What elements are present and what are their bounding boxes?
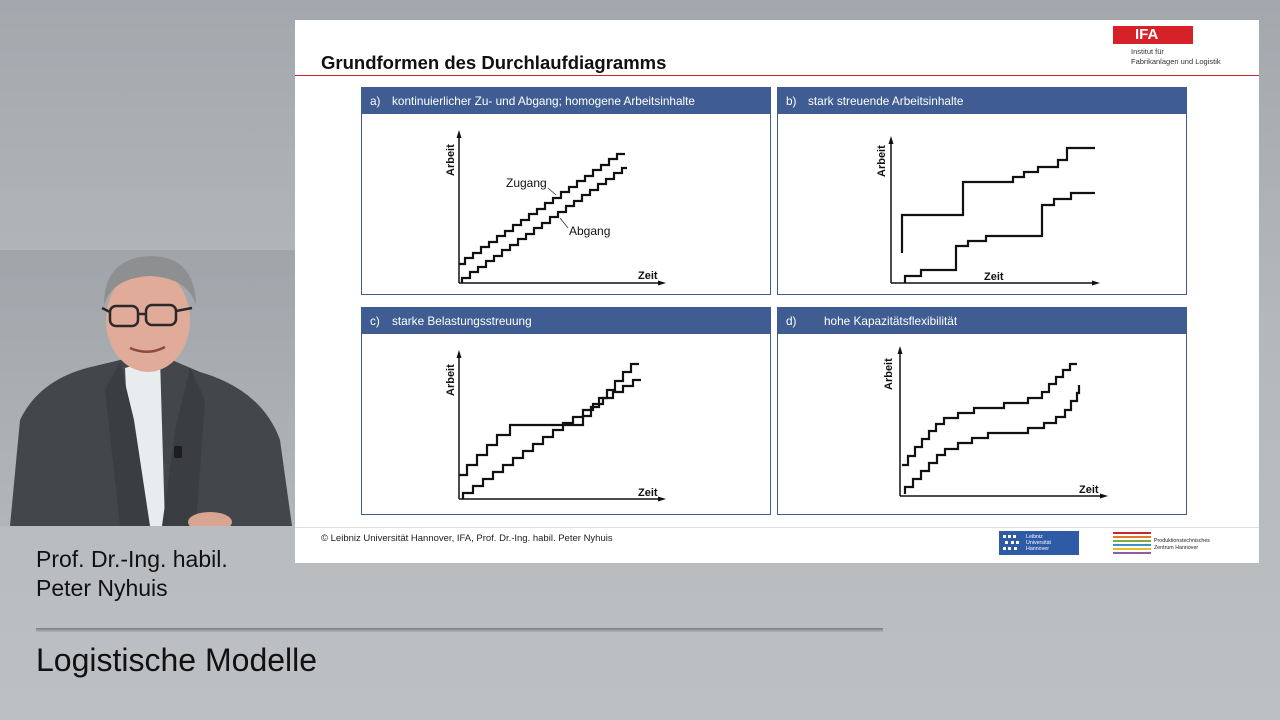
panel-d-letter: d) — [786, 314, 797, 328]
y-axis-arrow — [898, 346, 903, 354]
abgang-curve — [463, 380, 641, 499]
panel-a-heading: kontinuierlicher Zu- und Abgang; homogene Arbeitsinhalte — [392, 94, 695, 108]
panel-d-diagram — [778, 334, 1188, 516]
x-axis-arrow — [658, 281, 666, 286]
panel-d-ylabel: Arbeit — [883, 358, 895, 390]
pzh-line2: Zentrum Hannover — [1154, 544, 1199, 551]
luh-line1: Leibniz — [1026, 534, 1043, 540]
panel-b-letter: b) — [786, 94, 797, 108]
panel-b-xlabel: Zeit — [984, 271, 1004, 283]
speaker-name-line2: Peter Nyhuis — [36, 575, 168, 601]
panel-c-heading: starke Belastungsstreuung — [392, 314, 532, 328]
panel-d — [777, 307, 1187, 515]
panel-b — [777, 87, 1187, 295]
ifa-logo-mark: IFA — [1113, 26, 1193, 44]
panel-b-header — [778, 88, 1186, 114]
panel-a-letter: a) — [370, 94, 381, 108]
ifa-logo — [1113, 26, 1243, 80]
panel-c-header — [362, 308, 770, 334]
pzh-logo — [1113, 531, 1223, 557]
course-title: Logistische Modelle — [36, 642, 318, 678]
panel-b-ylabel: Arbeit — [876, 145, 888, 177]
x-axis-arrow — [658, 497, 666, 502]
presenter-figure — [0, 250, 295, 526]
ifa-logo-subtitle — [1131, 47, 1221, 66]
panel-c-diagram — [362, 334, 772, 516]
panel-a — [361, 87, 771, 295]
speaker-name — [36, 545, 228, 603]
abgang-curve — [905, 385, 1079, 494]
abgang-leader-line — [560, 218, 568, 228]
luh-logo-mark — [1002, 534, 1022, 552]
panel-d-header — [778, 308, 1186, 334]
pzh-line1: Produktionstechnisches — [1154, 538, 1210, 544]
presenter-video — [0, 250, 295, 526]
pzh-logo-mark — [1113, 531, 1151, 555]
panel-b-diagram — [778, 114, 1188, 296]
abgang-curve — [905, 193, 1095, 283]
panel-d-heading: hohe Kapazitätsflexibilität — [824, 314, 958, 328]
abgang-label: Abgang — [569, 224, 611, 238]
speaker-name-line1: Prof. Dr.-Ing. habil. — [36, 546, 228, 572]
copyright-text: © Leibniz Universität Hannover, IFA, Prof. Dr.-Ing. habil. Peter Nyhuis — [321, 533, 613, 544]
panel-c-xlabel: Zeit — [638, 487, 658, 499]
panel-c-ylabel: Arbeit — [445, 364, 457, 396]
luh-logo-text — [1026, 534, 1051, 552]
zugang-leader-line — [548, 188, 556, 195]
footer-divider — [295, 527, 1259, 528]
panel-c — [361, 307, 771, 515]
zugang-curve — [459, 154, 625, 264]
panel-a-ylabel: Arbeit — [445, 144, 457, 176]
slide — [295, 20, 1259, 563]
ifa-subtitle-line1: Institut für — [1131, 47, 1164, 56]
panel-b-heading: stark streuende Arbeitsinhalte — [808, 94, 964, 108]
lower-third-divider — [36, 628, 883, 632]
zugang-label: Zugang — [506, 176, 547, 190]
ifa-subtitle-line2: Fabrikanlagen und Logistik — [1131, 56, 1221, 66]
luh-line3: Hannover — [1026, 546, 1049, 552]
slide-title: Grundformen des Durchlaufdiagramms — [321, 52, 667, 73]
x-axis-arrow — [1100, 494, 1108, 499]
x-axis-arrow — [1092, 281, 1100, 286]
panel-a-xlabel: Zeit — [638, 270, 658, 282]
y-axis-arrow — [889, 136, 894, 144]
luh-logo — [999, 531, 1079, 555]
zugang-curve — [459, 364, 639, 475]
pzh-logo-text — [1154, 538, 1210, 551]
zugang-curve — [902, 148, 1095, 253]
luh-line2: Universität — [1026, 540, 1052, 546]
y-axis-arrow — [457, 130, 462, 138]
panel-a-diagram — [362, 114, 772, 296]
panel-a-header — [362, 88, 770, 114]
y-axis-arrow — [457, 350, 462, 358]
panel-c-letter: c) — [370, 314, 380, 328]
zugang-curve — [902, 364, 1077, 465]
panel-d-xlabel: Zeit — [1079, 484, 1099, 496]
